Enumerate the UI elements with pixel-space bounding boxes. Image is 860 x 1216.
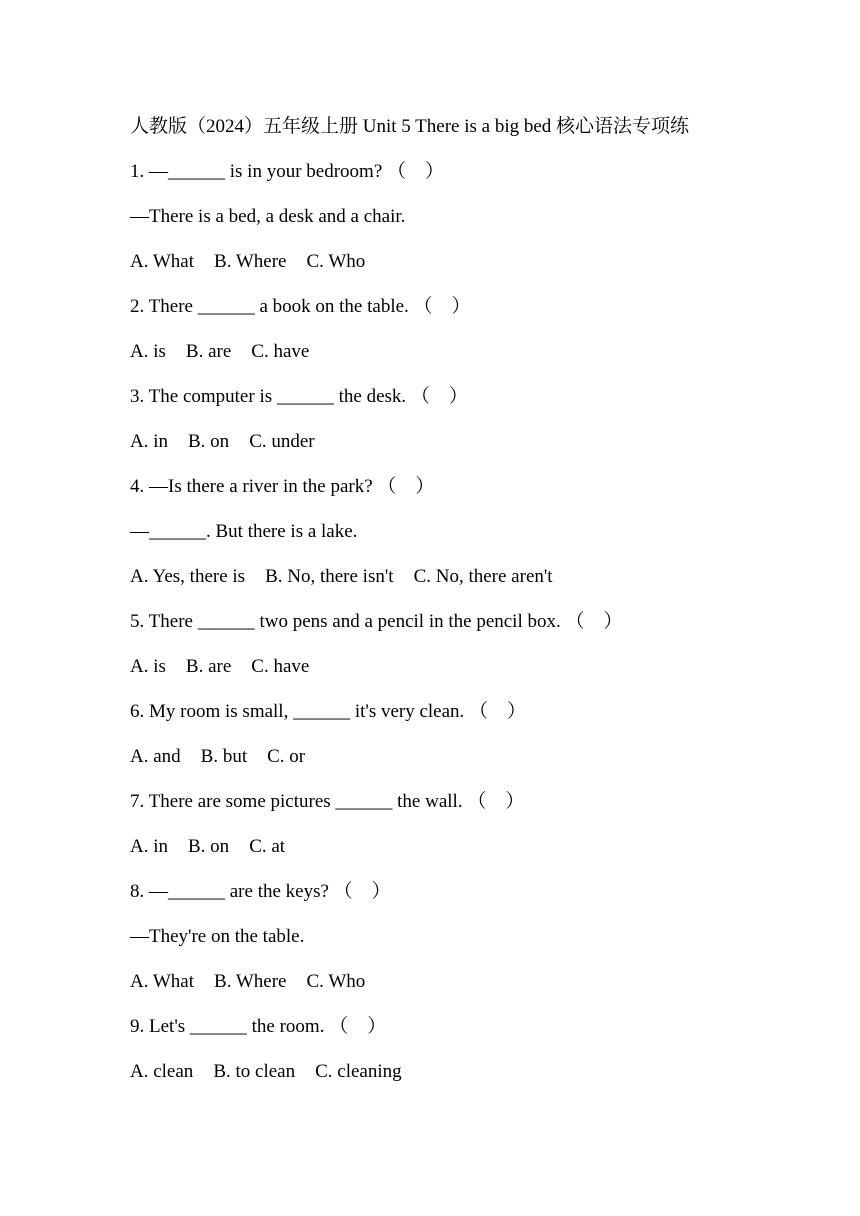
- question-2-options: [130, 339, 309, 365]
- question-8-option-c: C. Who: [306, 971, 366, 992]
- question-3-stem: 3. The computer is ______ the desk. （ ）: [130, 386, 468, 407]
- question-8-options: [130, 969, 365, 995]
- question-3-options: [130, 429, 315, 455]
- question-9-options: [130, 1059, 402, 1085]
- question-4-option-a: A. Yes, there is: [130, 566, 246, 587]
- question-9-option-c: C. cleaning: [315, 1061, 402, 1082]
- question-9-option-b: B. to clean: [213, 1061, 296, 1082]
- question-7-stem: 7. There are some pictures ______ the wall. （ ）: [130, 791, 525, 812]
- question-4-option-c: C. No, there aren't: [413, 566, 553, 587]
- question-5-option-a: A. is: [130, 656, 166, 677]
- question-4-stem: 4. —Is there a river in the park? （ ）: [130, 476, 435, 497]
- question-4-options: [130, 564, 553, 590]
- question-8-answer-line: —They're on the table.: [130, 926, 305, 947]
- question-9-option-a: A. clean: [130, 1061, 194, 1082]
- question-2-option-b: B. are: [185, 341, 232, 362]
- question-1-answer-line: —There is a bed, a desk and a chair.: [130, 206, 406, 227]
- question-1-option-a: A. What: [130, 251, 195, 272]
- question-7-option-b: B. on: [188, 836, 230, 857]
- question-3-option-a: A. in: [130, 431, 168, 452]
- question-5-option-c: C. have: [251, 656, 310, 677]
- question-6-option-a: A. and: [130, 746, 181, 767]
- question-1-options: [130, 249, 365, 275]
- worksheet-title: 人教版（2024）五年级上册 Unit 5 There is a big bed 核心语法专项练: [130, 116, 690, 137]
- question-9-stem: 9. Let's ______ the room. （ ）: [130, 1016, 387, 1037]
- question-6-option-b: B. but: [200, 746, 248, 767]
- question-2-option-c: C. have: [251, 341, 310, 362]
- question-6-option-c: C. or: [267, 746, 306, 767]
- question-3-option-c: C. under: [249, 431, 315, 452]
- question-1-option-c: C. Who: [306, 251, 366, 272]
- question-5-stem: 5. There ______ two pens and a pencil in the pencil box. （ ）: [130, 611, 623, 632]
- question-1-option-b: B. Where: [214, 251, 287, 272]
- question-8-option-b: B. Where: [214, 971, 287, 992]
- question-4-answer-line: —______. But there is a lake.: [130, 521, 358, 542]
- question-7-option-c: C. at: [249, 836, 286, 857]
- question-3-option-b: B. on: [188, 431, 230, 452]
- question-8-stem: 8. —______ are the keys? （ ）: [130, 881, 391, 902]
- question-5-options: [130, 654, 309, 680]
- question-7-option-a: A. in: [130, 836, 168, 857]
- question-2-option-a: A. is: [130, 341, 166, 362]
- question-2-stem: 2. There ______ a book on the table. （ ）: [130, 296, 471, 317]
- question-7-options: [130, 834, 285, 860]
- question-1-stem: 1. —______ is in your bedroom? （ ）: [130, 161, 445, 182]
- question-4-option-b: B. No, there isn't: [265, 566, 394, 587]
- question-6-stem: 6. My room is small, ______ it's very clean. （ ）: [130, 701, 527, 722]
- question-6-options: [130, 744, 305, 770]
- question-5-option-b: B. are: [185, 656, 232, 677]
- question-8-option-a: A. What: [130, 971, 195, 992]
